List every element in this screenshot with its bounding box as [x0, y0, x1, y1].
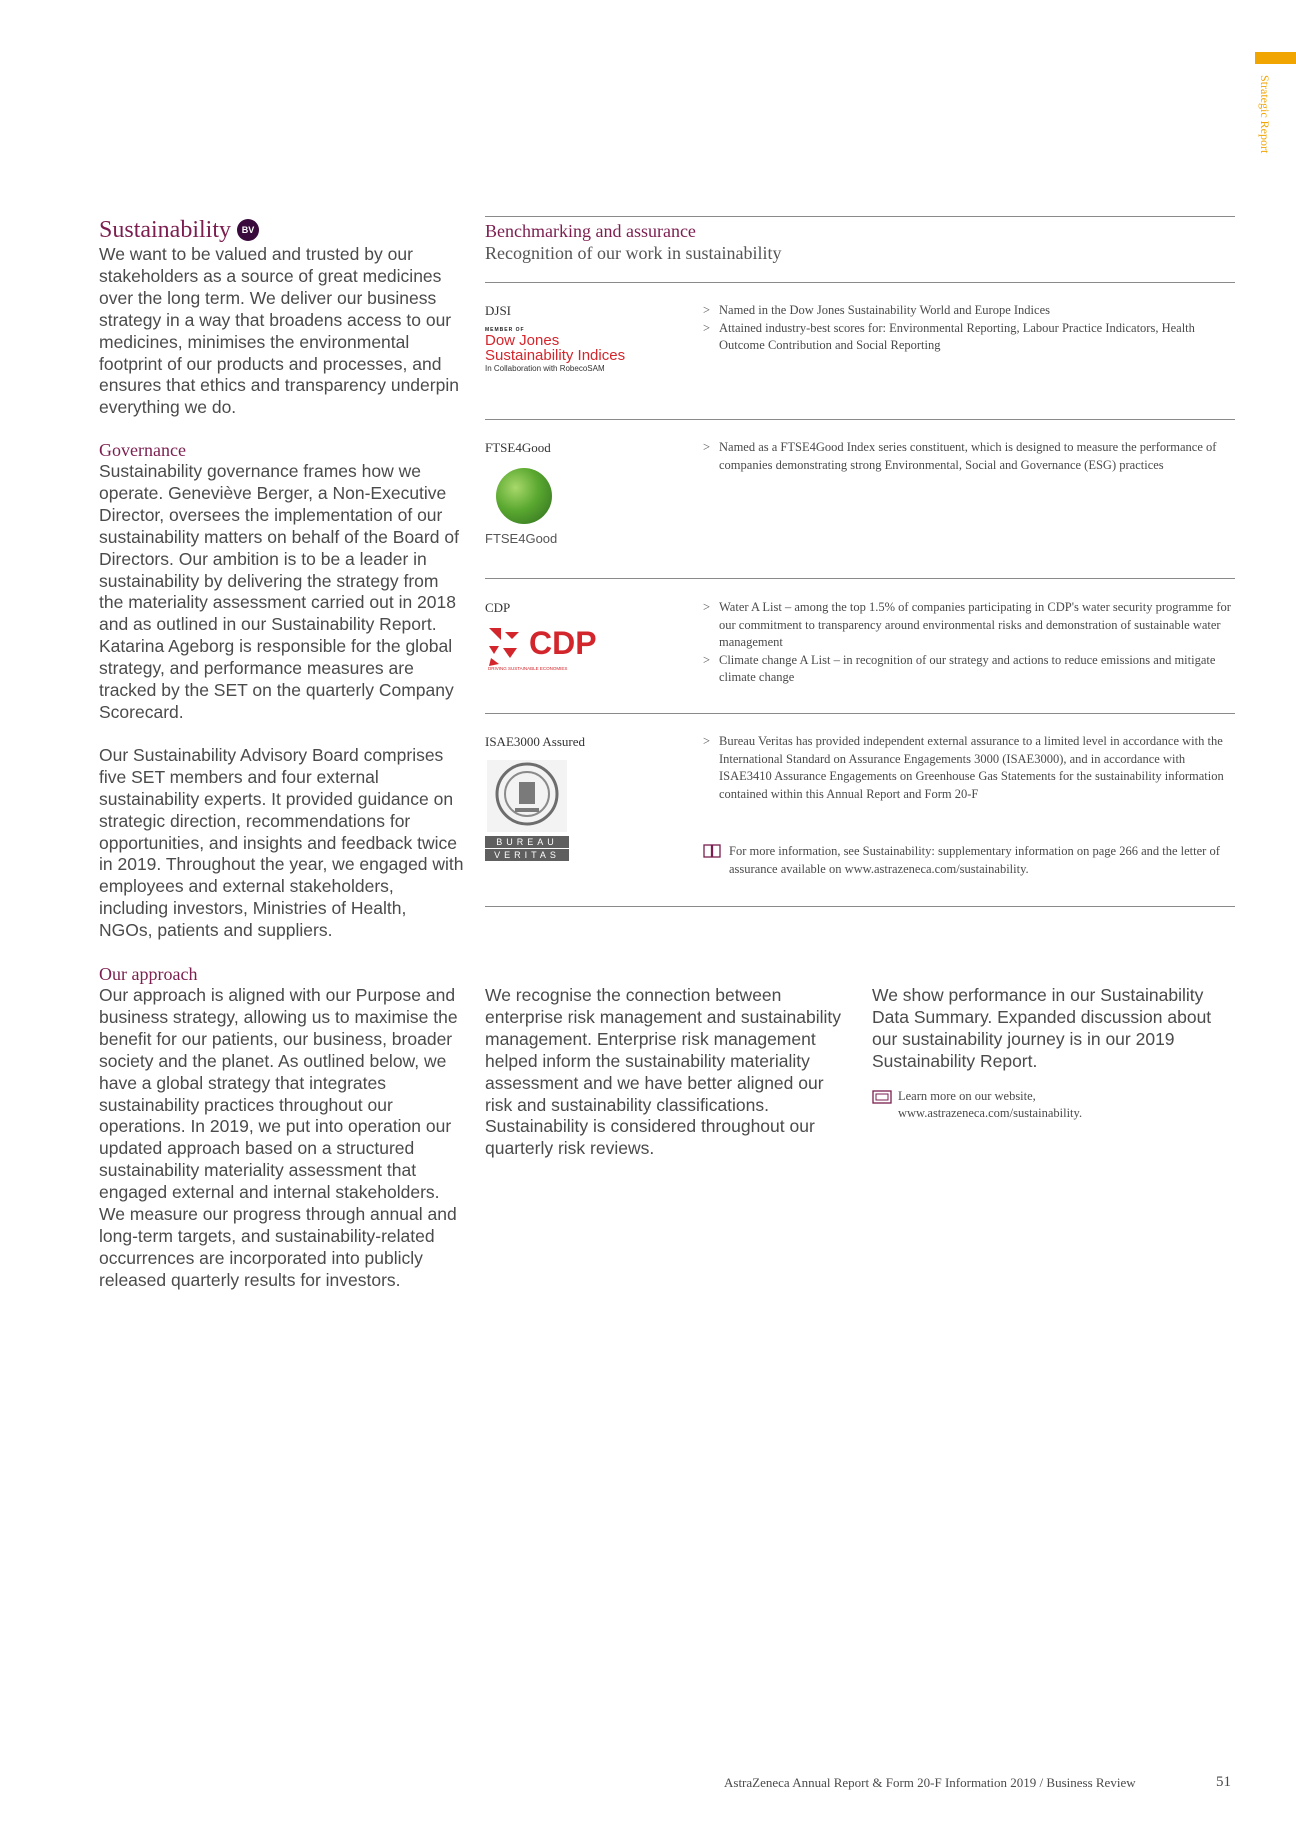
assurance-note-text[interactable]: For more information, see Sustainability: supplementary information on page 266 and the letter of assurance available on www.astrazeneca.com/sustainability. [729, 844, 1220, 876]
ftse4good-logo-text: FTSE4Good [485, 531, 558, 546]
bv-logo-line: BUREAU [485, 836, 569, 848]
row-divider [485, 419, 1235, 420]
approach-heading: Our approach [99, 964, 198, 984]
bullet-item: > Attained industry-best scores for: Environmental Reporting, Labour Practice Indicators, Health Outcome Contribution and Social Reporting [703, 320, 1233, 355]
middle-column [485, 985, 850, 1160]
benchmark-title: Benchmarking and assurance [485, 221, 696, 241]
cdp-logo-text: CDP [529, 625, 597, 661]
website-link-url[interactable]: www.astrazeneca.com/sustainability. [898, 1106, 1083, 1121]
benchmark-subtitle: Recognition of our work in sustainability [485, 243, 782, 263]
row-label-ftse4good: FTSE4Good [485, 440, 551, 455]
ftse4good-logo [485, 465, 575, 550]
governance-section [99, 439, 464, 942]
governance-paragraph-2: Our Sustainability Advisory Board comprises five SET members and four external sustainability experts. It provided guidance on strategic direction, recommendations for opportunities, and insights and feedback twice in 2019. Throughout the year, we engaged with employees and external stakeholders, including investors, Ministries of Health, NGOs, patients and suppliers. [99, 744, 464, 941]
section-title: Sustainability [99, 217, 231, 243]
governance-heading: Governance [99, 440, 186, 460]
section-tab-label: Strategic Report [1258, 75, 1272, 154]
bureau-veritas-logo [485, 758, 569, 862]
footer-text: AstraZeneca Annual Report & Form 20-F Information 2019 / Business Review [724, 1775, 1136, 1790]
website-link-label: Learn more on our website, [898, 1088, 1036, 1103]
approach-paragraph: Our approach is aligned with our Purpose and business strategy, allowing us to maximise the benefit for our patients, our business, broader society and the planet. As outlined below, we have a global strategy that integrates sustainability practices throughout our operations. In 2019, we put into operation our updated approach based on a structured sustainability materiality assessment that engaged external and internal stakeholders. We measure our progress through annual and long-term targets, and sustainability-related occurrences are incorporated into publicly released quarterly results for investors. [99, 985, 458, 1290]
djsi-logo-line: MEMBER OF [485, 327, 525, 333]
bullet-item: > Water A List – among the top 1.5% of companies participating in CDP's water security programme for our commitment to transparency around environmental risks and demonstration of sustainable water management [703, 599, 1233, 652]
djsi-logo-line: In Collaboration with RobecoSAM [485, 364, 605, 373]
bullet-item: > Climate change A List – in recognition of our strategy and actions to reduce emissions and mitigate climate change [703, 652, 1233, 687]
section-tab-marker [1255, 52, 1296, 64]
right-column [872, 985, 1237, 1123]
performance-paragraph: We show performance in our Sustainability Data Summary. Expanded discussion about our sustainability journey is in our 2019 Sustainability Report. [872, 985, 1212, 1071]
book-icon [703, 844, 721, 858]
ftse4good-bullets [703, 439, 1233, 474]
bullet-item: > Named as a FTSE4Good Index series constituent, which is designed to measure the performance of companies demonstrating strong Environmental, Social and Governance (ESG) practices [703, 439, 1233, 474]
bureau-veritas-seal-icon [485, 758, 569, 834]
bv-logo-line: VERITAS [485, 849, 569, 861]
globe-icon [496, 468, 552, 524]
djsi-logo-line: Dow Jones [485, 332, 560, 349]
isae3000-bullets [703, 733, 1233, 803]
section-title-row [99, 216, 464, 244]
monitor-icon [872, 1090, 892, 1104]
cdp-logo [485, 624, 615, 676]
cdp-bullets [703, 599, 1233, 687]
cdp-logo-tagline: DRIVING SUSTAINABLE ECONOMIES [488, 666, 568, 671]
row-label-cdp: CDP [485, 600, 511, 615]
bullet-item: > Bureau Veritas has provided independent external assurance to a limited level in accordance with the International Standard on Assurance Engagements 3000 (ISAE3000), and in accordance with ISAE3410 Assurance Engagements on Greenhouse Gas Statements for the sustainability information contained within this Annual Report and Form 20-F [703, 733, 1233, 803]
row-divider [485, 578, 1235, 579]
djsi-logo-line: Sustainability Indices [485, 347, 626, 364]
djsi-bullets [703, 302, 1233, 355]
bullet-item: > Named in the Dow Jones Sustainability World and Europe Indices [703, 302, 1233, 320]
risk-management-paragraph: We recognise the connection between enterprise risk management and sustainability management. Enterprise risk management helped inform the sustainability materiality assessment and we have better aligned our risk and sustainability classifications. Sustainability is considered throughout our quarterly risk reviews. [485, 985, 842, 1159]
governance-paragraph-1: Sustainability governance frames how we operate. Geneviève Berger, a Non-Executive Director, oversees the implementation of our sustainability matters on behalf of the Board of Directors. Our ambition is to be a leader in sustainability by delivering the strategy from the materiality assessment carried out in 2018 and as outlined in our Sustainability Report. Katarina Ageborg is responsible for the global strategy, and performance measures are tracked by the SET on the quarterly Company Scorecard. [99, 461, 459, 722]
row-label-djsi: DJSI [485, 303, 512, 318]
benchmark-top-rule [485, 216, 1235, 217]
approach-section [99, 963, 464, 1292]
website-link-block[interactable] [872, 1088, 1237, 1123]
row-divider [485, 713, 1235, 714]
assurance-note [703, 843, 1233, 878]
left-column [99, 216, 464, 419]
page-number: 51 [1216, 1774, 1231, 1790]
bv-badge-icon: BV [237, 219, 259, 241]
row-label-isae3000: ISAE3000 Assured [485, 734, 586, 749]
djsi-logo [485, 327, 655, 391]
benchmark-bottom-rule [485, 906, 1235, 907]
intro-paragraph: We want to be valued and trusted by our stakeholders as a source of great medicines over the long term. We deliver our business strategy in a way that broadens access to our medicines, minimises the environmental footprint of our products and processes, and ensures that ethics and transparency underpin everything we do. [99, 244, 459, 418]
row-divider [485, 282, 1235, 283]
cdp-arrows-icon [485, 624, 525, 668]
